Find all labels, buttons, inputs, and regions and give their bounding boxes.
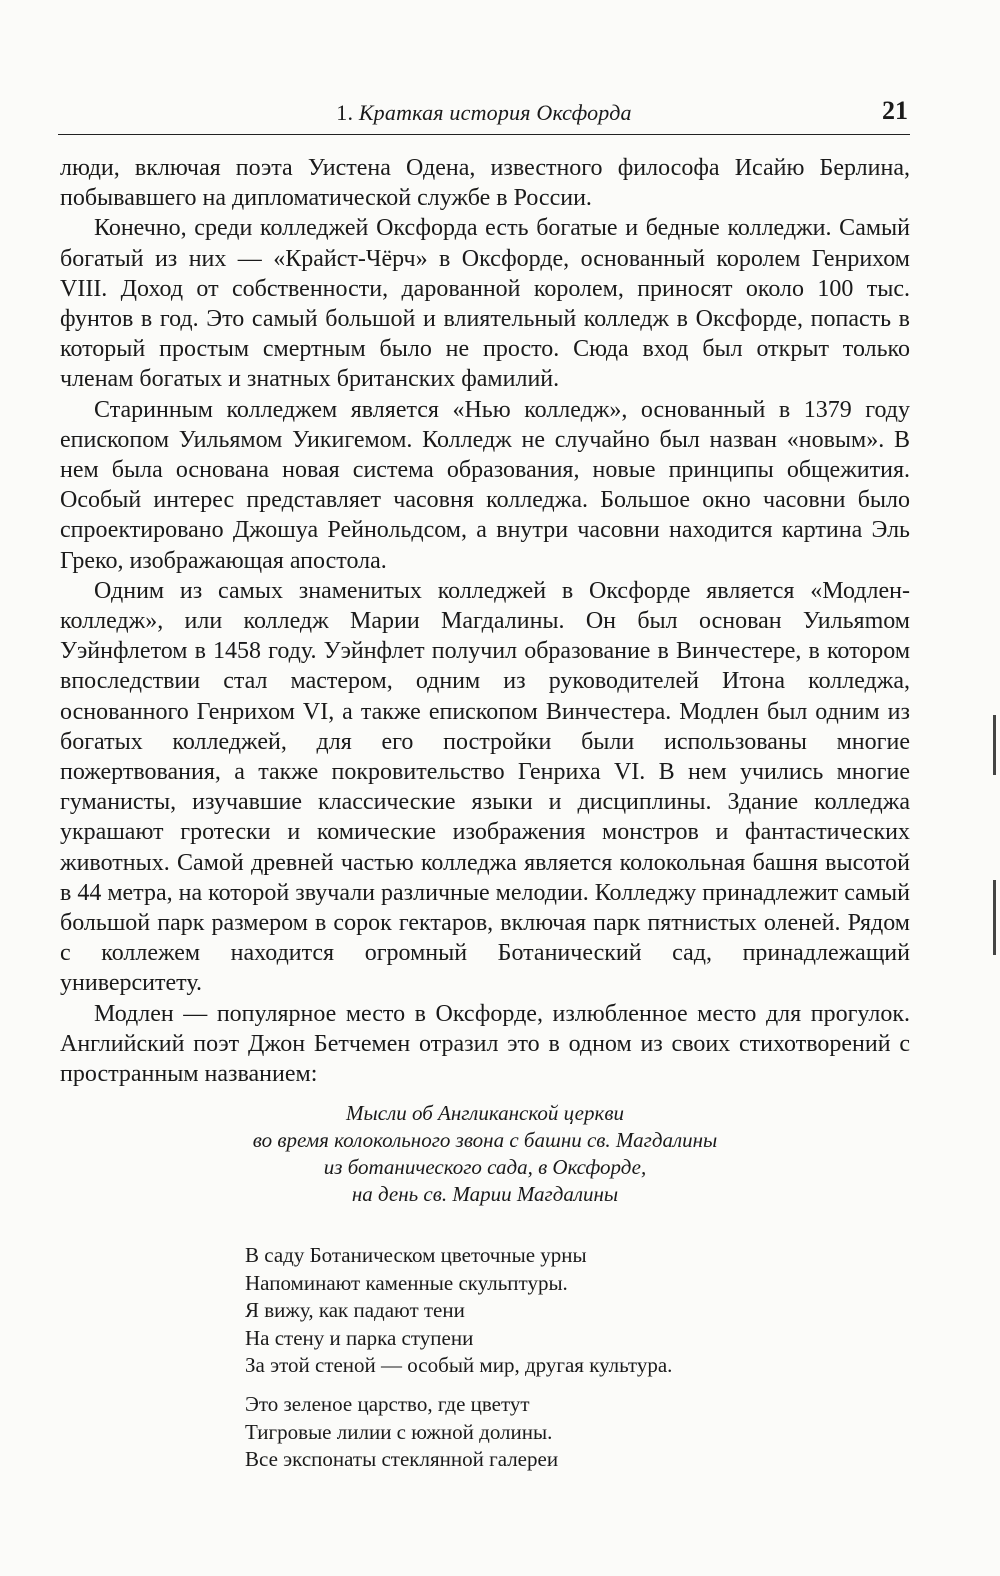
poem-title — [60, 1100, 910, 1208]
paragraph: Модлен — популярное место в Оксфорде, излюбленное место для прогулок. Английский поэт Джон Бетчемен отразил это в одном из своих стихотворений с пространным названием: — [60, 1000, 910, 1088]
scan-edge-mark — [993, 880, 996, 955]
poem-line: На стену и парка ступени — [245, 1325, 474, 1350]
poem-stanza-1 — [245, 1242, 885, 1380]
page-number: 21 — [882, 96, 908, 125]
poem-line: Я вижу, как падают тени — [245, 1298, 465, 1322]
poem-line: Все экспонаты стеклянной галереи — [245, 1447, 559, 1471]
poem-title-line: Мысли об Англиканской церкви — [346, 1101, 624, 1125]
paragraph: люди, включая поэта Уистена Одена, известного философа Исайю Берлина, побывавшего на дипломатической службе в России. — [60, 155, 910, 212]
chapter-heading — [58, 100, 910, 126]
poem-title-line: из ботанического сада, в Оксфорде, — [323, 1155, 647, 1179]
paragraph: Конечно, среди колледжей Оксфорда есть богатые и бедные колледжи. Самый богатый из них — «Крайст-Чёрч» в Оксфорде, основанный королем Генрихом VIII. Доход от собственности, дарованной королем, приносят около 100 тыс. фунтов в год. Это самый большой и влиятельный колледж в Оксфорде, попасть в который простым смертным было не просто. Сюда вход был открыт только членам богатых и знатных британских фамилий. — [60, 215, 910, 393]
poem-stanza-2 — [245, 1391, 885, 1474]
running-header — [58, 94, 910, 135]
scan-edge-mark — [993, 715, 996, 775]
poem-line: Тигровые лилии с южной долины. — [245, 1419, 553, 1444]
paragraph: Старинным колледжем является «Нью колледж», основанный в 1379 году епископом Уильямом Уикигемом. Колледж не случайно был назван «новым». В нем была основана новая система образования, новые принципы общежития. Особый интерес представляет часовня колледжа. Большое окно часовни было спроектировано Джошуа Рейнольдсом, а внутри часовни находится картина Эль Греко, изображающая апостола. — [60, 396, 910, 574]
poem-line: Напоминают каменные скульптуры. — [245, 1270, 568, 1295]
poem-line: За этой стеной — особый мир, другая культура. — [245, 1353, 673, 1377]
chapter-number: 1. — [336, 100, 354, 125]
poem-line: В саду Ботаническом цветочные урны — [245, 1243, 587, 1267]
body-text — [60, 153, 910, 1089]
poem-title-line: на день св. Марии Магдалины — [351, 1182, 619, 1206]
poem-line: Это зеленое царство, где цветут — [245, 1392, 530, 1416]
poem-title-line: во время колокольного звона с башни св. Магдалины — [252, 1128, 718, 1152]
chapter-title: Краткая история Оксфорда — [358, 100, 632, 125]
paragraph: Одним из самых знаменитых колледжей в Оксфорде является «Модлен-колледж», или колледж Марии Магдалины. Он был основан Уильяmом Уэйнфлетом в 1458 году. Уэйнфлет получил образование в Винчестере, в котором впоследствии стал мастером, одним из руководителей Итона колледжа, основанного Генрихом VI, а также епископом Винчестера. Модлен был одним из богатых колледжей, для его постройки были использованы многие пожертвования, а также покровительство Генриха VI. В нем учились многие гуманисты, изучавшие классические языки и дисциплины. Здание колледжа украшают гротески и комические изображения монстров и фантастических животных. Самой древней частью колледжа является колокольная башня высотой в 44 метра, на которой звучали различные мелодии. Колледжу принадлежит самый большой парк размером в сорок гектаров, включая парк пятнистых оленей. Рядом с коллежем находится огромный Ботанический сад, принадлежащий университету. — [60, 577, 910, 997]
